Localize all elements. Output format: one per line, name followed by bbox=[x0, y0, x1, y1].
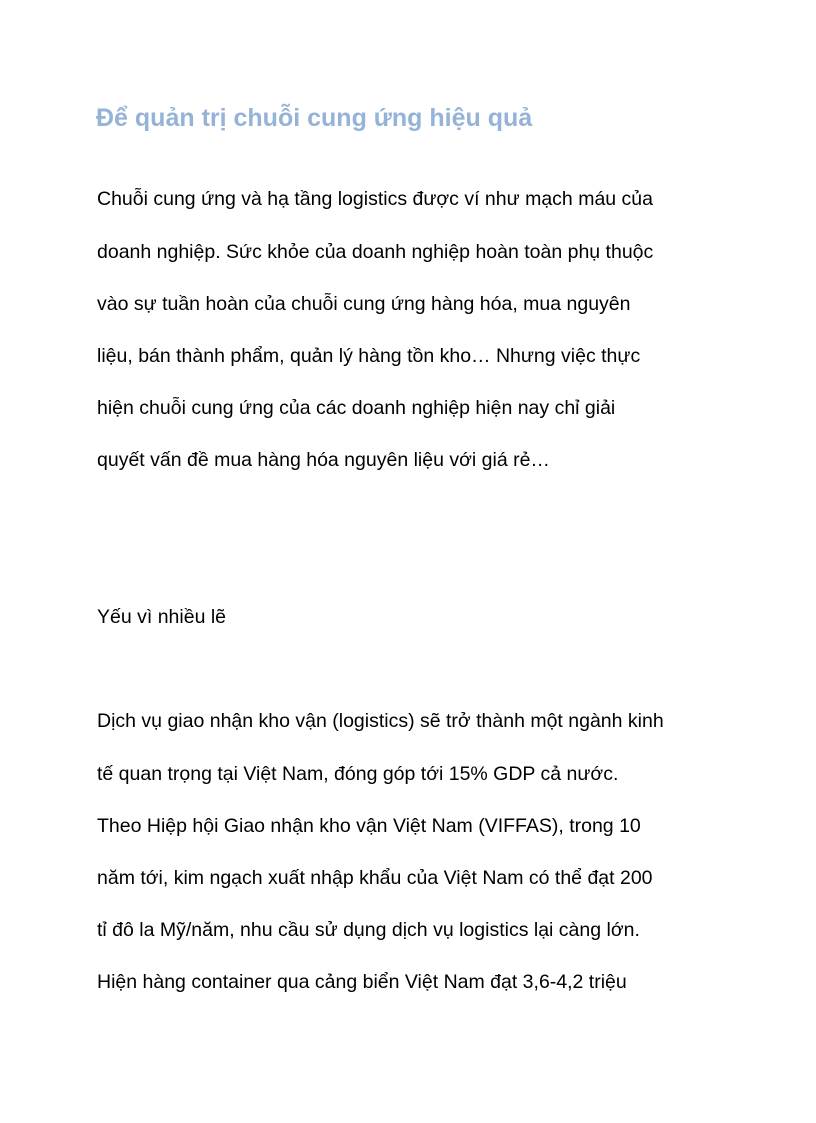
subheading: Yếu vì nhiều lẽ bbox=[97, 606, 227, 628]
paragraph-1-line-4: liệu, bán thành phẩm, quản lý hàng tồn kho… Nhưng việc thực bbox=[97, 345, 641, 367]
paragraph-1-line-2: doanh nghiệp. Sức khỏe của doanh nghiệp hoàn toàn phụ thuộc bbox=[97, 241, 654, 263]
paragraph-2-line-2: tế quan trọng tại Việt Nam, đóng góp tới 15% GDP cả nước. bbox=[97, 763, 619, 785]
paragraph-2-line-5: tỉ đô la Mỹ/năm, nhu cầu sử dụng dịch vụ logistics lại càng lớn. bbox=[97, 919, 640, 941]
document-title: Để quản trị chuỗi cung ứng hiệu quả bbox=[96, 104, 533, 132]
paragraph-1-line-5: hiện chuỗi cung ứng của các doanh nghiệp hiện nay chỉ giải bbox=[97, 397, 616, 419]
paragraph-2-line-1: Dịch vụ giao nhận kho vận (logistics) sẽ trở thành một ngành kinh bbox=[97, 710, 664, 732]
paragraph-2-line-6: Hiện hàng container qua cảng biển Việt Nam đạt 3,6-4,2 triệu bbox=[97, 971, 627, 993]
paragraph-2-line-3: Theo Hiệp hội Giao nhận kho vận Việt Nam (VIFFAS), trong 10 bbox=[97, 815, 641, 837]
paragraph-1-line-6: quyết vấn đề mua hàng hóa nguyên liệu với giá rẻ… bbox=[97, 449, 550, 471]
paragraph-1-line-1: Chuỗi cung ứng và hạ tầng logistics được ví như mạch máu của bbox=[97, 188, 653, 210]
paragraph-2-line-4: năm tới, kim ngạch xuất nhập khẩu của Việt Nam có thể đạt 200 bbox=[97, 867, 653, 889]
paragraph-1-line-3: vào sự tuần hoàn của chuỗi cung ứng hàng hóa, mua nguyên bbox=[97, 293, 631, 315]
